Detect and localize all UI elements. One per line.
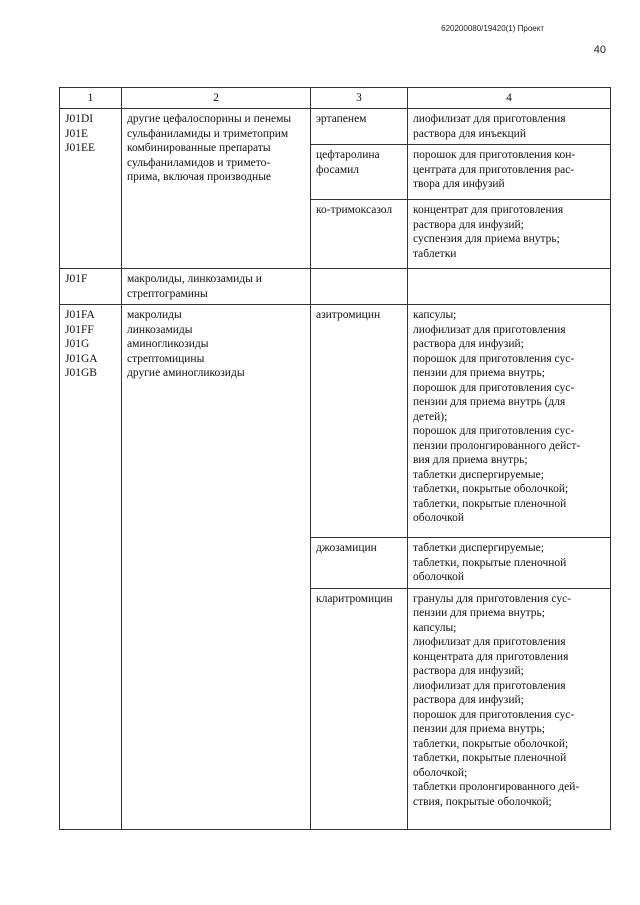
drug-name-cell <box>311 588 408 829</box>
text-line: оболочкой <box>413 512 465 524</box>
text-line: раствора для инъекций <box>413 127 526 140</box>
group-name-cell <box>122 109 311 269</box>
table-row <box>60 269 611 305</box>
text-line: раствора для инфузий; <box>413 338 524 350</box>
text-line: капсулы; <box>413 621 457 634</box>
text-line: оболочкой <box>413 571 465 583</box>
text-line: пензии для приема внутрь (для <box>413 396 566 408</box>
text-line: пензии для приема внутрь; <box>413 367 545 379</box>
text-line: фосамил <box>316 163 360 176</box>
text-line: J01E <box>65 127 88 140</box>
text-line: азитромицин <box>316 309 381 321</box>
text-line: таблетки диспергируемые; <box>413 542 544 554</box>
text-line: J01FF <box>65 323 94 336</box>
text-line: лиофилизат для приготовления <box>413 113 566 125</box>
page-number: 40 <box>593 44 606 56</box>
text-line: другие аминогликозиды <box>127 367 245 379</box>
text-line: сульфаниламиды и триметоприм <box>127 127 289 140</box>
text-line: таблетки, покрытые оболочкой; <box>413 737 569 750</box>
text-line: макролиды, линкозамиды и <box>127 273 262 285</box>
text-line: пензии пролонгированного дейст- <box>413 439 581 452</box>
drug-name-cell <box>311 109 408 145</box>
column-header-4: 4 <box>408 88 611 109</box>
dosage-forms-cell <box>408 538 611 589</box>
text-line: раствора для инфузий; <box>413 218 524 231</box>
text-line: J01GA <box>65 352 98 365</box>
text-line: ствия, покрытые оболочкой; <box>413 795 552 808</box>
drug-name-cell <box>311 269 408 305</box>
group-name-cell <box>122 305 311 830</box>
dosage-forms-cell <box>408 305 611 538</box>
dosage-forms-cell <box>408 145 611 200</box>
text-line: таблетки пролонгированного дей- <box>413 781 580 793</box>
text-line: пензии для приема внутрь; <box>413 607 545 619</box>
text-line: раствора для инфузий; <box>413 665 524 677</box>
column-header-2: 2 <box>122 88 311 109</box>
text-line: таблетки, покрытые пленочной <box>413 556 567 569</box>
text-line: аминогликозиды <box>127 338 209 350</box>
text-line: комбинированные препараты <box>127 142 271 154</box>
text-line: J01DI <box>65 113 94 125</box>
column-header-1: 1 <box>60 88 122 109</box>
text-line: макролиды <box>127 309 182 321</box>
atc-code-cell <box>60 305 122 830</box>
text-line: таблетки, покрытые оболочкой; <box>413 483 569 495</box>
drug-name-cell <box>311 305 408 538</box>
text-line: кларитромицин <box>316 592 393 605</box>
text-line: J01G <box>65 338 90 350</box>
text-line: ко-тримоксазол <box>316 204 393 216</box>
text-line: порошок для приготовления сус- <box>413 708 575 721</box>
text-line: вия для приема внутрь; <box>413 454 528 466</box>
text-line: J01EE <box>65 142 96 154</box>
text-line: гранулы для приготовления сус- <box>413 592 572 605</box>
text-line: таблетки <box>413 247 457 260</box>
dosage-forms-cell <box>408 269 611 305</box>
dosage-forms-cell <box>408 200 611 269</box>
drug-name-cell <box>311 200 408 269</box>
text-line: детей); <box>413 410 448 423</box>
drug-name-cell <box>311 145 408 200</box>
column-header-3: 3 <box>311 88 408 109</box>
text-line: стрептомицины <box>127 352 205 365</box>
text-line: J01FA <box>65 309 95 321</box>
drug-name-cell <box>311 538 408 589</box>
text-line: J01F <box>65 273 88 285</box>
text-line: суспензия для приема внутрь; <box>413 233 560 245</box>
text-line: лиофилизат для приготовления <box>413 323 566 336</box>
drug-table-body <box>60 88 611 830</box>
text-line: сульфаниламидов и тримето- <box>127 156 271 169</box>
text-line: J01GB <box>65 367 97 379</box>
text-line: лиофилизат для приготовления <box>413 636 566 648</box>
dosage-forms-cell <box>408 588 611 829</box>
table-row <box>60 305 611 538</box>
text-line: порошок для приготовления сус- <box>413 425 575 437</box>
text-line: порошок для приготовления сус- <box>413 381 575 394</box>
drug-table <box>59 87 611 830</box>
text-line: таблетки, покрытые пленочной <box>413 752 567 764</box>
text-line: линкозамиды <box>127 323 193 336</box>
text-line: пензии для приема внутрь; <box>413 723 545 735</box>
dosage-forms-cell <box>408 109 611 145</box>
text-line: центрата для приготовления рас- <box>413 163 575 176</box>
text-line: лиофилизат для приготовления <box>413 679 566 692</box>
text-line: порошок для приготовления кон- <box>413 149 576 161</box>
text-line: раствора для инфузий; <box>413 694 524 706</box>
atc-code-cell <box>60 109 122 269</box>
atc-code-cell <box>60 269 122 305</box>
text-line: капсулы; <box>413 309 457 321</box>
text-line: концентрата для приготовления <box>413 650 569 663</box>
text-line: порошок для приготовления сус- <box>413 352 575 365</box>
text-line: таблетки диспергируемые; <box>413 468 544 481</box>
text-line: стрептограмины <box>127 287 208 300</box>
text-line: цефтаролина <box>316 149 380 161</box>
group-name-cell <box>122 269 311 305</box>
table-header-row <box>60 88 611 109</box>
text-line: эртапенем <box>316 113 367 125</box>
table-row <box>60 109 611 145</box>
text-line: другие цефалоспорины и пенемы <box>127 113 292 125</box>
document-id: 620200080/19420(1) Проект <box>441 24 544 33</box>
text-line: оболочкой; <box>413 766 468 779</box>
text-line: концентрат для приготовления <box>413 204 564 216</box>
text-line: прима, включая производные <box>127 171 272 183</box>
text-line: джозамицин <box>316 542 377 554</box>
text-line: твора для инфузий <box>413 178 505 190</box>
text-line: таблетки, покрытые пленочной <box>413 497 567 510</box>
